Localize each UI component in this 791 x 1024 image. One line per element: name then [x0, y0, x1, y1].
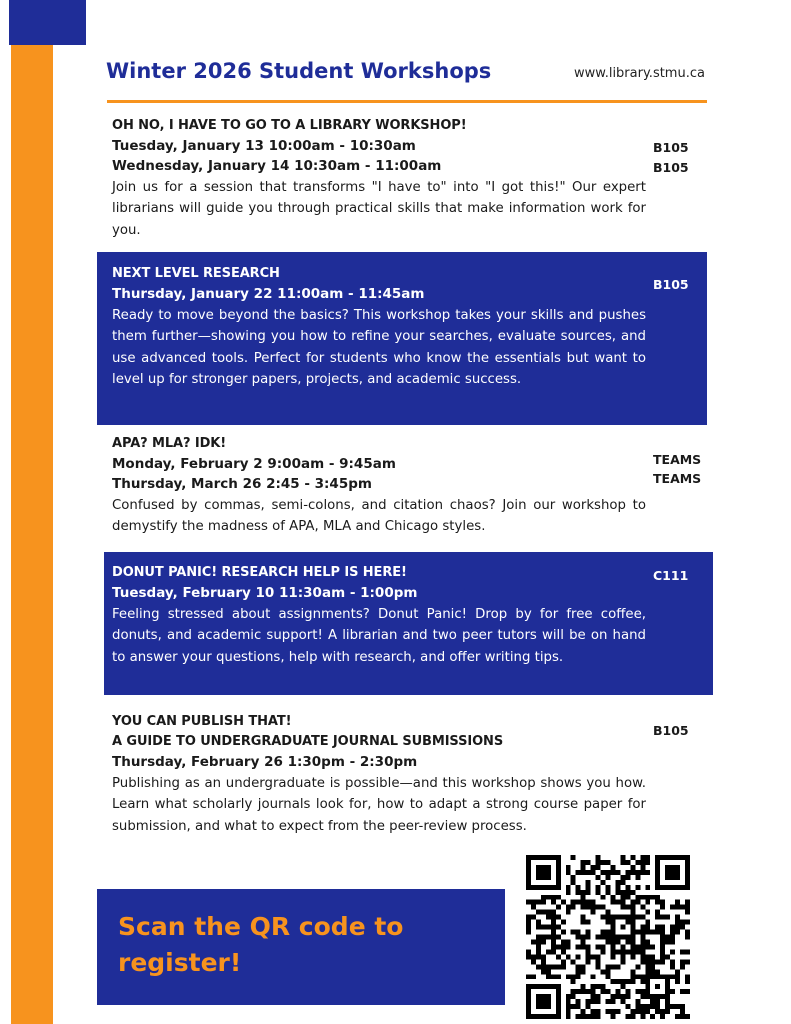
- workshop-room: B105: [653, 277, 689, 292]
- workshop-date: Monday, February 2 9:00am - 9:45am: [112, 456, 396, 472]
- workshop-date: Tuesday, January 13 10:00am - 10:30am: [112, 138, 416, 154]
- workshop-room: B105: [653, 140, 689, 155]
- header-divider: [107, 100, 707, 103]
- workshop-item: [112, 563, 646, 668]
- left-accent-bar: [11, 0, 53, 1024]
- corner-accent-block: [9, 0, 86, 45]
- workshop-description: Feeling stressed about assignments? Donut Panic! Drop by for free coffee, donuts, and academic support! A librarian and two peer tutors will be on hand to answer your questions, help with research, and offer writing tips.: [112, 607, 646, 665]
- workshop-title: APA? MLA? IDK!: [112, 436, 227, 451]
- workshop-item: [112, 712, 646, 837]
- workshop-subtitle: A GUIDE TO UNDERGRADUATE JOURNAL SUBMISSIONS: [112, 734, 504, 749]
- register-callout-text: Scan the QR code to register!: [118, 912, 404, 977]
- page-title: Winter 2026 Student Workshops: [106, 59, 492, 83]
- workshop-description: Confused by commas, semi-colons, and citation chaos? Join our workshop to demystify the madness of APA, MLA and Chicago styles.: [112, 498, 646, 535]
- workshop-date: Thursday, January 22 11:00am - 11:45am: [112, 286, 425, 302]
- qr-code-icon[interactable]: [526, 855, 690, 1019]
- workshop-title: YOU CAN PUBLISH THAT!: [112, 714, 292, 729]
- qr-code-graphic: [526, 855, 690, 1019]
- workshop-description: Ready to move beyond the basics? This workshop takes your skills and pushes them further—showing you how to refine your searches, evaluate sources, and use advanced tools. Perfect for students who know the essentials but want to level up for stronger papers, projects, and academic success.: [112, 308, 646, 387]
- website-link[interactable]: www.library.stmu.ca: [574, 66, 705, 81]
- workshop-date: Tuesday, February 10 11:30am - 1:00pm: [112, 585, 418, 601]
- workshop-description: Join us for a session that transforms "I have to" into "I got this!" Our expert librarians will guide you through practical skills that make information work for you.: [112, 180, 646, 238]
- workshop-room: TEAMS: [653, 452, 702, 467]
- workshop-item: [112, 116, 646, 241]
- workshop-title: NEXT LEVEL RESEARCH: [112, 266, 280, 281]
- workshop-room: B105: [653, 160, 689, 175]
- workshop-item: [112, 264, 646, 390]
- workshop-item: [112, 434, 646, 538]
- workshop-room: TEAMS: [653, 471, 702, 486]
- workshop-date: Wednesday, January 14 10:30am - 11:00am: [112, 158, 442, 174]
- workshop-title: OH NO, I HAVE TO GO TO A LIBRARY WORKSHOP!: [112, 118, 467, 133]
- workshop-title: DONUT PANIC! RESEARCH HELP IS HERE!: [112, 565, 407, 580]
- workshop-date: Thursday, March 26 2:45 - 3:45pm: [112, 476, 372, 492]
- workshop-room: B105: [653, 723, 689, 738]
- workshop-description: Publishing as an undergraduate is possible—and this workshop shows you how. Learn what scholarly journals look for, how to adapt a strong course paper for submission, and what to expect from the peer-review process.: [112, 776, 646, 834]
- workshop-date: Thursday, February 26 1:30pm - 2:30pm: [112, 754, 418, 770]
- register-callout: [97, 889, 505, 1005]
- workshop-room: C111: [653, 568, 689, 583]
